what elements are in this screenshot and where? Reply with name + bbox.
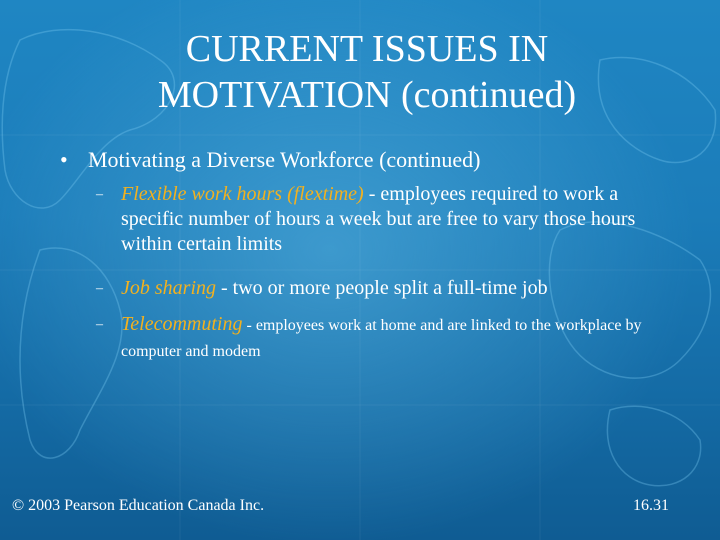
dash-marker: – [96, 187, 103, 202]
bullet-marker: • [60, 147, 68, 172]
term-job-sharing: Job sharing [121, 277, 216, 299]
main-bullet-text: Motivating a Diverse Workforce (continued) [88, 147, 481, 172]
dash-marker: – [96, 281, 103, 296]
sub-item-text: - employees required to work a specific number of hours a week but are free to vary those hours within certain limits [121, 183, 636, 255]
footer-copyright: © 2003 Pearson Education Canada Inc. [12, 497, 265, 514]
sub-item-flextime [96, 182, 656, 257]
sub-item-telecommuting [96, 312, 656, 364]
title-line-2: MOTIVATION (continued) [157, 74, 577, 116]
sub-item-text: - two or more people split a full-time job [216, 277, 548, 299]
sub-item-job-sharing [96, 276, 656, 301]
slide-number: 16.31 [633, 497, 669, 514]
title-line-1: CURRENT ISSUES IN [185, 28, 549, 70]
term-telecommuting: Telecommuting [121, 313, 243, 335]
dash-marker: – [96, 317, 103, 332]
slide-title [0, 26, 720, 118]
main-bullet [60, 147, 480, 173]
sub-item-text: - employees work at home and are linked to the workplace by computer and modem [121, 317, 642, 360]
term-flextime: Flexible work hours (flextime) [121, 183, 364, 205]
